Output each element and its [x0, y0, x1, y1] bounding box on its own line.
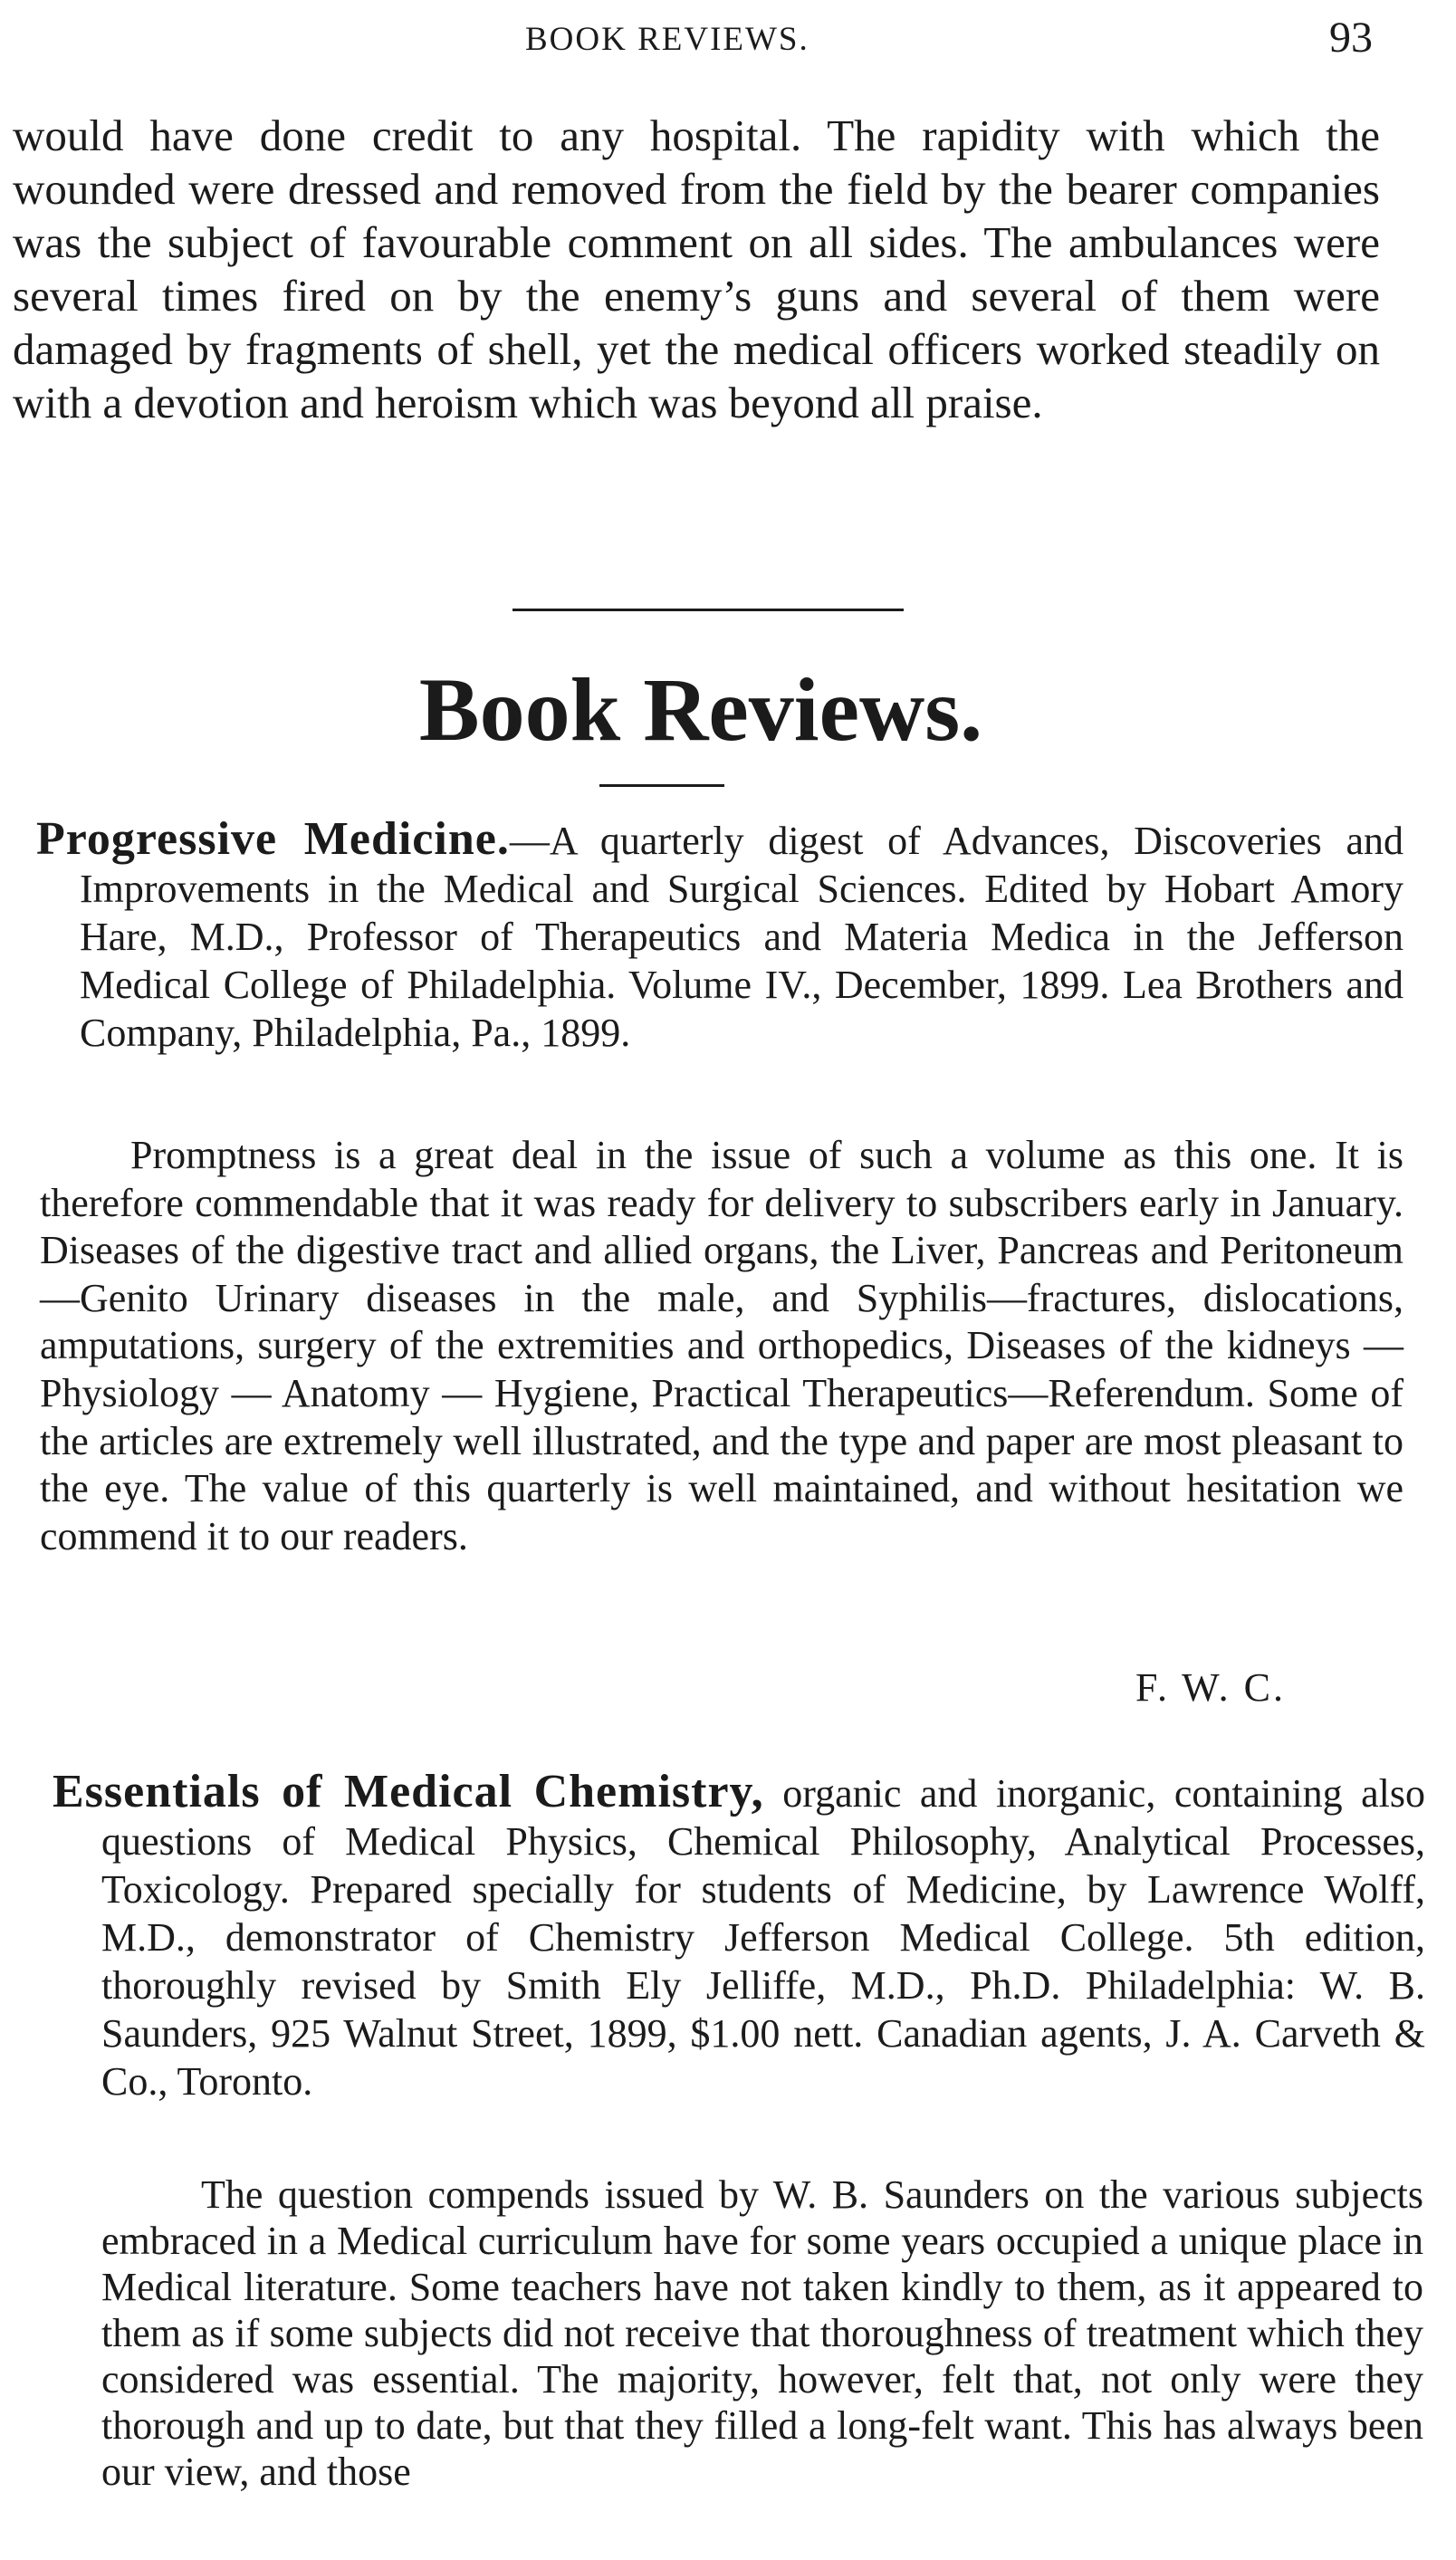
page-number: 93: [1329, 14, 1373, 62]
review-text: The question compends issued by W. B. Saunders on the various subjects embraced in a Medical curriculum have for some years occupied a unique place in Medical literature. Some teachers have not taken kindly to them, as it appeared to them as if some subjects did not receive that thoroughness of treatment which they considered was essential. The majority, however, felt that, not only were they thorough and up to date, but that they filled a long-felt want. This has always been our view, and those: [101, 2172, 1423, 2494]
book-citation: organic and inorganic, containing also questions of Medical Physics, Chemical Philosophy, Analytical Processes, Toxicology. Prepared specially for students of Medicine, by Lawrence Wolff, M.D., demonstrator of Chemistry Jefferson Medical College. 5th edition, thoroughly revised by Smith Ely Jelliffe, M.D., Ph.D. Philadelphia: W. B. Saunders, 925 Walnut Street, 1899, $1.00 nett. Canadian agents, J. A. Carveth & Co., Toronto.: [101, 1771, 1425, 2104]
section-heading: Book Reviews.: [418, 659, 983, 760]
review-entry-citation: [36, 815, 1403, 1057]
book-title: Essentials of Medical Chemistry,: [53, 1766, 764, 1817]
book-citation: —A quarterly digest of Advances, Discoveries and Improvements in the Medical and Surgical Sciences. Edited by Hobart Amory Hare, M.D., Professor of Therapeutics and Materia Medica in the Jefferson Medical College of Philadelphia. Volume IV., December, 1899. Lea Brothers and Company, Philadelphia, Pa., 1899.: [80, 819, 1403, 1055]
review-entry-citation: [53, 1768, 1425, 2105]
running-title: BOOK REVIEWS.: [525, 21, 809, 58]
section-divider-bottom: [599, 784, 724, 787]
book-title: Progressive Medicine.: [36, 813, 510, 865]
review-text: Promptness is a great deal in the issue of such a volume as this one. It is therefore commendable that it was ready for delivery to subscribers early in January. Diseases of the digestive tract and allied organs, the Liver, Pancreas and Peritoneum—Genito Urinary diseases in the male, and Syphilis—fractures, dislocations, amputations, surgery of the extremities and orthopedics, Diseases of the kidneys — Physiology — Anatomy — Hygiene, Practical Therapeutics—Referendum. Some of the articles are extremely well illustrated, and the type and paper are most pleasant to the eye. The value of this quarterly is well maintained, and without hesitation we commend it to our readers.: [40, 1133, 1403, 1558]
running-header: [0, 13, 1456, 63]
reviewer-signature: F. W. C.: [1135, 1665, 1286, 1710]
intro-paragraph: would have done credit to any hospital. The rapidity with which the wounded were dressed and removed from the field by the bearer companies was the subject of favourable comment on all sides. The ambulances were several times fired on by the enemy’s guns and several of them were damaged by fragments of shell, yet the medical officers worked steadily on with a devotion and heroism which was beyond all praise.: [13, 110, 1380, 427]
section-divider-top: [512, 609, 904, 611]
